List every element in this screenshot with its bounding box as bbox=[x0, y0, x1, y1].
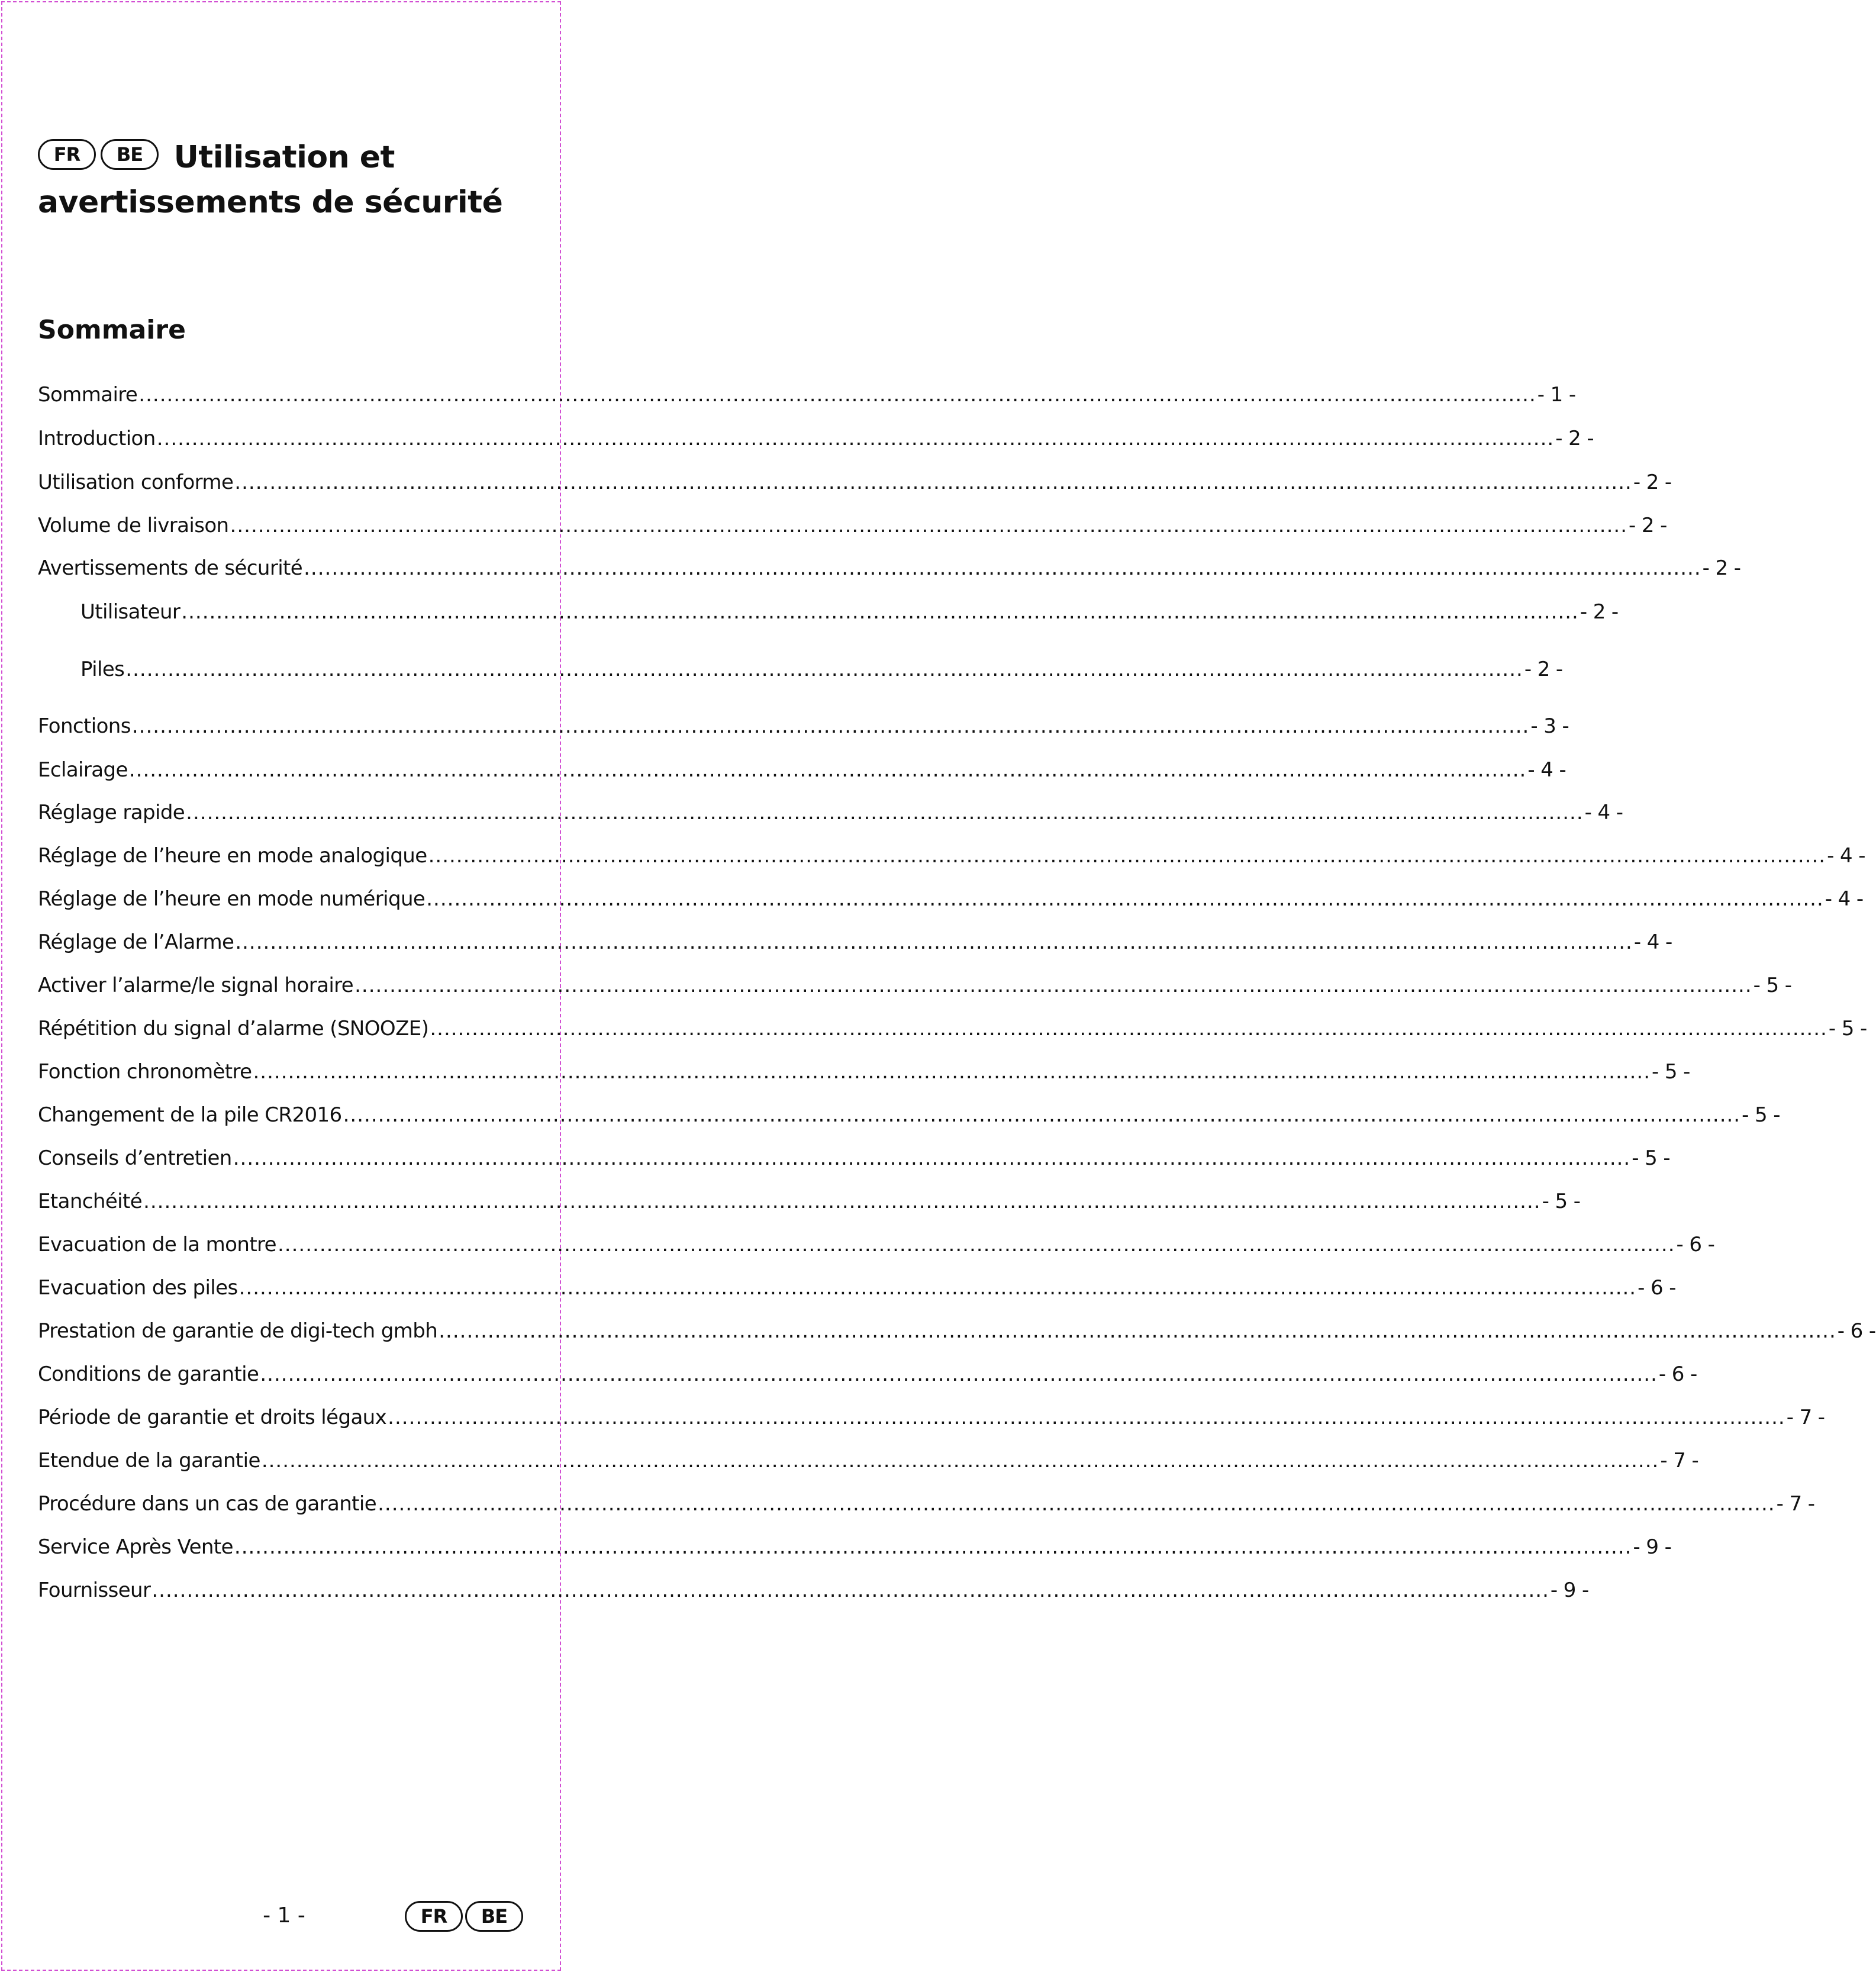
toc-entry-leader: ........................................................................................................................................................................................................ bbox=[439, 1319, 1836, 1343]
toc-entry-label: Conseils d’entretien bbox=[38, 1146, 232, 1170]
toc-entry-page: - 5 - bbox=[1828, 1017, 1867, 1040]
toc-entry[interactable] bbox=[38, 841, 1865, 871]
toc-entry-label: Avertissements de sécurité bbox=[38, 556, 303, 580]
toc-entry-leader: ........................................................................................................................................................................................................ bbox=[304, 556, 1701, 580]
title-line-2: avertissements de sécurité bbox=[38, 185, 503, 220]
toc-entry-page: - 4 - bbox=[1584, 801, 1623, 824]
toc-entry-label: Utilisateur bbox=[80, 600, 180, 624]
toc-entry-leader: ........................................................................................................................................................................................................ bbox=[428, 844, 1826, 868]
toc-heading: Sommaire bbox=[38, 315, 186, 345]
toc-entry-label: Répétition du signal d’alarme (SNOOZE) bbox=[38, 1017, 429, 1040]
toc-entry-label: Evacuation de la montre bbox=[38, 1233, 276, 1256]
toc-entry-leader: ........................................................................................................................................................................................................ bbox=[235, 930, 1633, 954]
toc-entry[interactable] bbox=[38, 1187, 1581, 1216]
toc-entry[interactable] bbox=[38, 1143, 1671, 1173]
toc-entry-page: - 4 - bbox=[1633, 930, 1672, 954]
toc-entry-leader: ........................................................................................................................................................................................................ bbox=[234, 1535, 1632, 1559]
toc-entry-label: Volume de livraison bbox=[38, 514, 229, 537]
toc-entry-page: - 5 - bbox=[1652, 1060, 1690, 1084]
toc-entry-page: - 5 - bbox=[1542, 1190, 1581, 1213]
page-number: - 1 - bbox=[263, 1903, 305, 1928]
toc-entry[interactable] bbox=[38, 927, 1672, 957]
toc-entry[interactable] bbox=[38, 1403, 1825, 1432]
toc-entry-label: Fonctions bbox=[38, 714, 131, 738]
toc-entry[interactable] bbox=[38, 971, 1792, 1000]
toc-entry-page: - 5 - bbox=[1753, 974, 1792, 997]
toc-entry-leader: ........................................................................................................................................................................................................ bbox=[186, 801, 1584, 824]
toc-entry[interactable] bbox=[38, 468, 1672, 497]
toc-entry-leader: ........................................................................................................................................................................................................ bbox=[131, 714, 1530, 738]
toc-entry-page: - 1 - bbox=[1537, 383, 1576, 407]
toc-entry-leader: ........................................................................................................................................................................................................ bbox=[238, 1276, 1637, 1300]
country-badge-fr: FR bbox=[38, 139, 96, 170]
toc-entry-label: Prestation de garantie de digi-tech gmbh bbox=[38, 1319, 438, 1343]
toc-entry-label: Réglage rapide bbox=[38, 801, 185, 824]
toc-entry-label: Période de garantie et droits légaux bbox=[38, 1406, 387, 1429]
toc-entry[interactable] bbox=[38, 1273, 1676, 1303]
toc-entry-label: Procédure dans un cas de garantie bbox=[38, 1492, 377, 1516]
toc-entry[interactable] bbox=[38, 1359, 1697, 1389]
toc-entry-page: - 9 - bbox=[1633, 1535, 1672, 1559]
toc-entry-label: Conditions de garantie bbox=[38, 1362, 259, 1386]
toc-entry-page: - 2 - bbox=[1702, 556, 1741, 580]
toc-entry-leader: ........................................................................................................................................................................................................ bbox=[152, 1578, 1549, 1602]
title-line-1: Utilisation et bbox=[173, 140, 395, 175]
toc-entry[interactable] bbox=[38, 1532, 1672, 1562]
toc-entry-page: - 4 - bbox=[1825, 887, 1864, 911]
toc-entry-leader: ........................................................................................................................................................................................................ bbox=[261, 1449, 1659, 1472]
toc-entry-label: Réglage de l’Alarme bbox=[38, 930, 234, 954]
toc-entry[interactable] bbox=[38, 1316, 1876, 1346]
toc-entry[interactable] bbox=[38, 1057, 1690, 1087]
toc-entry-page: - 2 - bbox=[1633, 471, 1672, 494]
toc-entry[interactable] bbox=[38, 424, 1594, 453]
toc-entry-page: - 6 - bbox=[1638, 1276, 1676, 1300]
toc-entry-label: Piles bbox=[80, 658, 125, 681]
toc-entry-label: Etanchéité bbox=[38, 1190, 143, 1213]
toc-entry-page: - 2 - bbox=[1524, 658, 1563, 681]
toc-entry-page: - 5 - bbox=[1742, 1103, 1780, 1127]
toc-entry[interactable] bbox=[38, 711, 1569, 741]
toc-entry-page: - 9 - bbox=[1550, 1578, 1589, 1602]
page-title bbox=[38, 135, 529, 225]
toc-entry-leader: ........................................................................................................................................................................................................ bbox=[426, 887, 1824, 911]
toc-entry[interactable] bbox=[38, 1100, 1780, 1130]
toc-entry-leader: ........................................................................................................................................................................................................ bbox=[354, 974, 1752, 997]
toc-entry-page: - 2 - bbox=[1580, 600, 1619, 624]
toc-entry-label: Réglage de l’heure en mode analogique bbox=[38, 844, 427, 868]
toc-entry-leader: ........................................................................................................................................................................................................ bbox=[181, 600, 1579, 624]
toc-entry-page: - 6 - bbox=[1837, 1319, 1876, 1343]
toc-entry-leader: ........................................................................................................................................................................................................ bbox=[233, 1146, 1631, 1170]
toc-entry[interactable] bbox=[38, 884, 1864, 914]
toc-entry-label: Utilisation conforme bbox=[38, 471, 234, 494]
toc-entry[interactable] bbox=[38, 798, 1623, 827]
toc-entry-label: Changement de la pile CR2016 bbox=[38, 1103, 342, 1127]
toc-entry-page: - 3 - bbox=[1530, 714, 1569, 738]
toc-entry-leader: ........................................................................................................................................................................................................ bbox=[343, 1103, 1741, 1127]
toc-entry-label: Fournisseur bbox=[38, 1578, 151, 1602]
toc-entry[interactable] bbox=[38, 1014, 1867, 1043]
toc-entry[interactable] bbox=[38, 1575, 1589, 1605]
toc-entry[interactable] bbox=[80, 655, 1563, 684]
toc-entry-leader: ........................................................................................................................................................................................................ bbox=[156, 427, 1555, 450]
toc-entry-page: - 2 - bbox=[1555, 427, 1594, 450]
toc-entry-label: Service Après Vente bbox=[38, 1535, 233, 1559]
toc-entry[interactable] bbox=[80, 597, 1619, 627]
toc-entry-page: - 7 - bbox=[1660, 1449, 1699, 1472]
toc-entry-leader: ........................................................................................................................................................................................................ bbox=[128, 758, 1527, 782]
toc-entry-page: - 6 - bbox=[1676, 1233, 1715, 1256]
toc-entry[interactable] bbox=[38, 380, 1576, 410]
toc-entry-leader: ........................................................................................................................................................................................................ bbox=[278, 1233, 1675, 1256]
toc-entry-leader: ........................................................................................................................................................................................................ bbox=[125, 658, 1523, 681]
toc-entry-leader: ........................................................................................................................................................................................................ bbox=[143, 1190, 1541, 1213]
toc-entry[interactable] bbox=[38, 1230, 1715, 1259]
toc-entry-label: Evacuation des piles bbox=[38, 1276, 238, 1300]
toc-entry-label: Activer l’alarme/le signal horaire bbox=[38, 974, 354, 997]
country-badge-fr: FR bbox=[405, 1901, 463, 1932]
toc-entry-label: Etendue de la garantie bbox=[38, 1449, 260, 1472]
toc-entry-leader: ........................................................................................................................................................................................................ bbox=[253, 1060, 1651, 1084]
toc-entry-label: Introduction bbox=[38, 427, 156, 450]
toc-entry-page: - 2 - bbox=[1629, 514, 1667, 537]
toc-entry-label: Fonction chronomètre bbox=[38, 1060, 252, 1084]
country-badge-be: BE bbox=[101, 139, 159, 170]
toc-entry-label: Sommaire bbox=[38, 383, 138, 407]
toc-entry-page: - 5 - bbox=[1632, 1146, 1671, 1170]
footer-country-badges bbox=[405, 1901, 523, 1932]
toc-entry-leader: ........................................................................................................................................................................................................ bbox=[260, 1362, 1658, 1386]
toc-entry-page: - 4 - bbox=[1527, 758, 1566, 782]
toc-entry-page: - 7 - bbox=[1776, 1492, 1815, 1516]
toc-entry-page: - 4 - bbox=[1827, 844, 1865, 868]
toc-entry-label: Eclairage bbox=[38, 758, 128, 782]
toc-entry[interactable] bbox=[38, 1489, 1815, 1519]
toc-entry[interactable] bbox=[38, 1446, 1699, 1475]
toc-entry-leader: ........................................................................................................................................................................................................ bbox=[230, 514, 1628, 537]
toc-entry-page: - 7 - bbox=[1786, 1406, 1825, 1429]
toc-entry-label: Réglage de l’heure en mode numérique bbox=[38, 887, 426, 911]
toc-entry-leader: ........................................................................................................................................................................................................ bbox=[430, 1017, 1827, 1040]
toc-entry-leader: ........................................................................................................................................................................................................ bbox=[138, 383, 1536, 407]
toc-entry-leader: ........................................................................................................................................................................................................ bbox=[388, 1406, 1785, 1429]
toc-entry-page: - 6 - bbox=[1658, 1362, 1697, 1386]
toc-entry[interactable] bbox=[38, 511, 1667, 540]
toc-entry[interactable] bbox=[38, 755, 1566, 785]
toc-entry-leader: ........................................................................................................................................................................................................ bbox=[234, 471, 1632, 494]
country-badge-be: BE bbox=[465, 1901, 523, 1932]
toc-entry-leader: ........................................................................................................................................................................................................ bbox=[378, 1492, 1775, 1516]
toc-entry[interactable] bbox=[38, 553, 1741, 583]
